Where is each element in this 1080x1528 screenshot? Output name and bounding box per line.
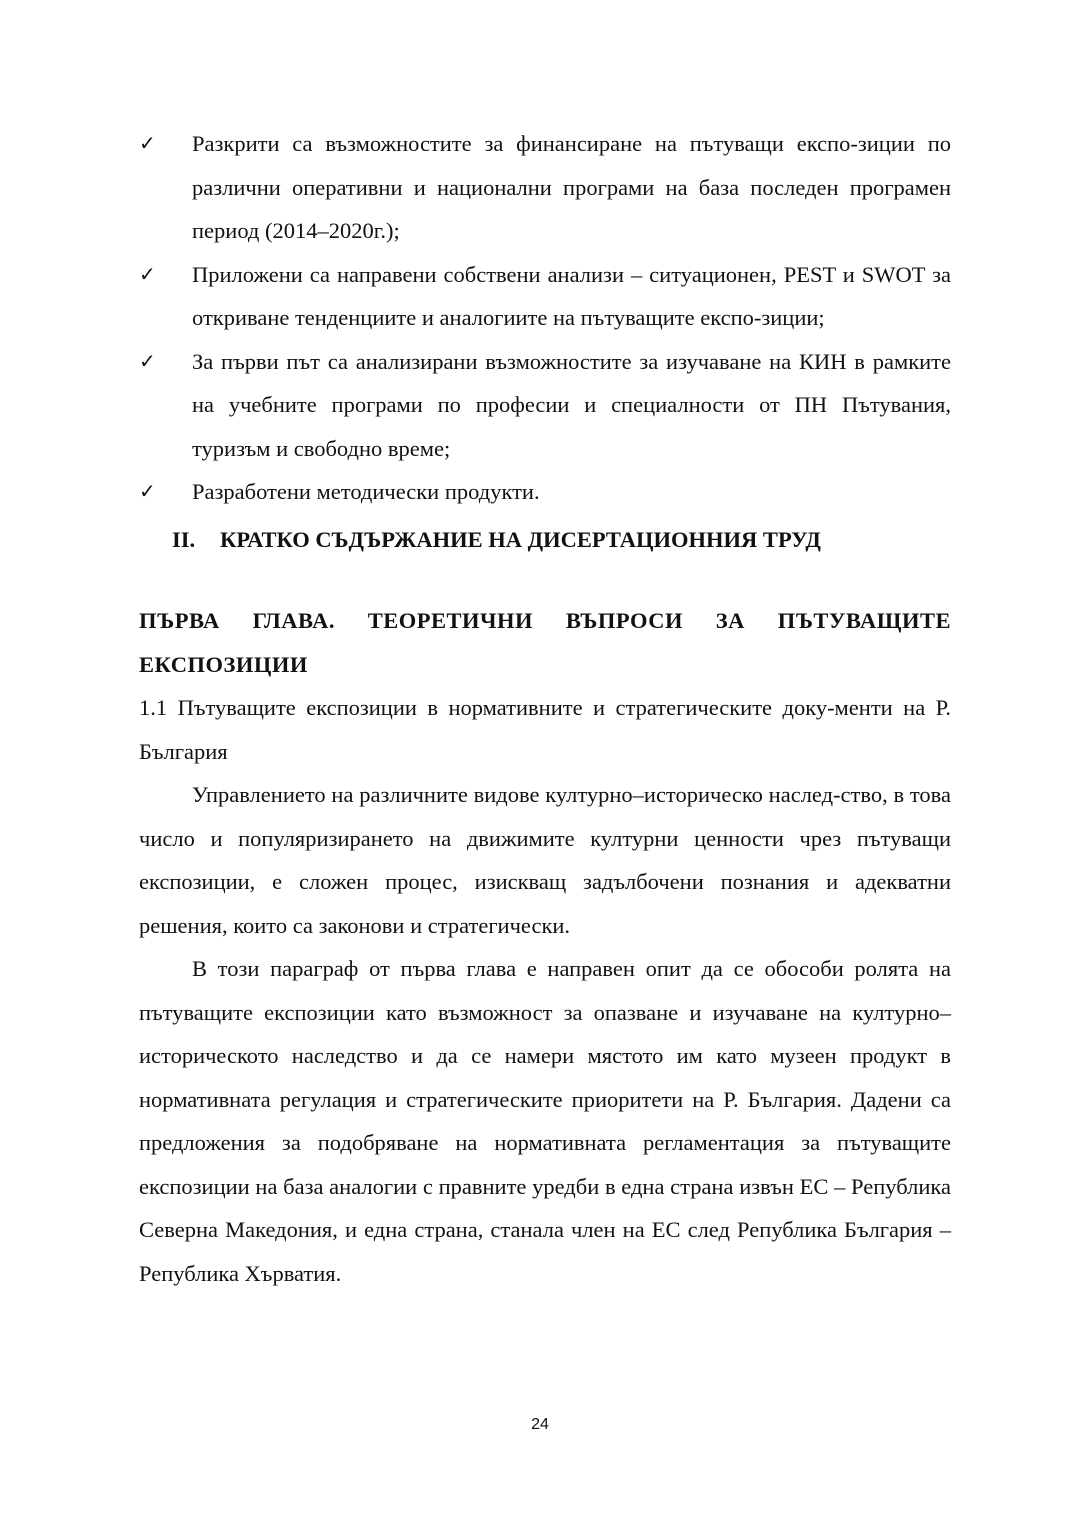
bullet-item	[139, 122, 951, 253]
bullet-text: За първи път са анализирани възможностите за изучаване на КИН в рамките на учебните програми по професии и специалности от ПН Пътувания, туризъм и свободно време;	[192, 348, 951, 461]
bullet-text: Приложени са направени собствени анализи – ситуационен, PEST и SWOT за откриване тенденциите и аналогиите на пътуващите експо-зиции;	[192, 261, 951, 330]
bullet-item	[139, 340, 951, 471]
section-heading-roman	[172, 518, 951, 562]
document-page	[139, 122, 951, 1295]
checkmark-icon: ✓	[139, 348, 156, 373]
chapter-heading: ПЪРВА ГЛАВА. ТЕОРЕТИЧНИ ВЪПРОСИ ЗА ПЪТУВАЩИТЕ ЕКСПОЗИЦИИ	[139, 608, 951, 677]
subsection-heading: 1.1 Пътуващите експозиции в нормативните и стратегическите доку-менти на Р. България	[139, 695, 951, 764]
bullet-item	[139, 253, 951, 340]
page-number: 24	[531, 1416, 549, 1433]
bullet-text: Разработени методически продукти.	[192, 479, 540, 504]
checkmark-icon: ✓	[139, 479, 156, 503]
bullet-item	[139, 470, 951, 514]
checkmark-icon: ✓	[139, 261, 156, 286]
bullet-text: Разкрити са възможностите за финансиране на пътуващи експо-зиции по различни оперативни и национални програми на база последен програмен период (2014–2020г.);	[192, 131, 951, 243]
checkmark-icon: ✓	[139, 131, 156, 155]
body-paragraph: Управлението на различните видове културно–историческо наслед-ство, в това число и популяризирането на движимите културни ценности чрез пътуващи експозиции, е сложен процес, изискващ задълбочени познания и адекватни решения, които са законови и стратегически.	[139, 782, 951, 938]
roman-heading-title: КРАТКО СЪДЪРЖАНИЕ НА ДИСЕРТАЦИОННИЯ ТРУД	[220, 526, 821, 552]
roman-numeral: II.	[172, 526, 196, 552]
body-paragraph: В този параграф от първа глава е направен опит да се обособи ролята на пътуващите експозиции като възможност за опазване и изучаване на културно–историческото наследство и да се намери мястото им като музеен продукт в нормативната регулация и стратегическите приоритети на Р. България. Дадени са предложения за подобряване на нормативната регламентация за пътуващите експозиции на база аналогии с правните уредби в една страна извън ЕС – Република Северна Македония, и една страна, станала член на ЕС след Република България – Република Хърватия.	[139, 956, 951, 1286]
